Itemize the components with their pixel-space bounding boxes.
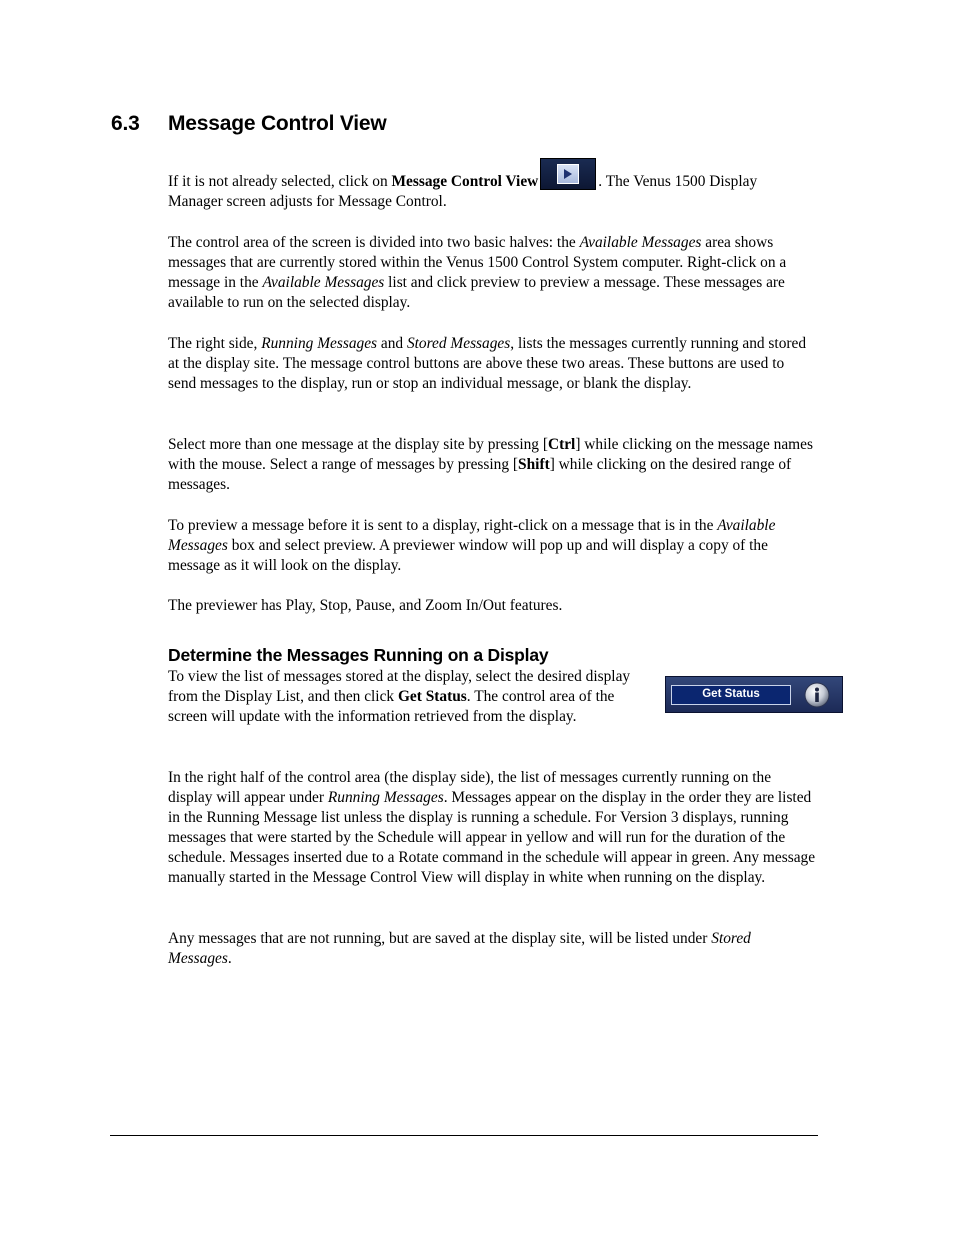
- section-title: Message Control View: [168, 112, 387, 135]
- section-number: 6.3: [111, 112, 140, 135]
- intro-paragraph-3: [168, 334, 816, 394]
- italic-text: Available Messages: [168, 517, 776, 555]
- message-control-view-button[interactable]: [540, 158, 596, 190]
- italic-text: Stored Messages: [406, 335, 511, 352]
- text-run: To preview a message before it is sent to a display, right-click on a message that is in the: [168, 517, 718, 534]
- text-run: box and select preview. A previewer window will pop up and will display a copy of the message as it will look on the display.: [168, 537, 768, 575]
- italic-text: Running Messages: [261, 335, 378, 352]
- italic-text: Stored Messages: [168, 930, 751, 968]
- text-run: and: [377, 335, 407, 352]
- text-run: If it is not already selected, click on: [168, 173, 392, 190]
- intro-paragraph-5: [168, 516, 816, 576]
- get-status-button[interactable]: Get Status: [671, 685, 791, 705]
- text-run: , lists the messages currently running and stored at the display site. The message control buttons are above these two areas. These buttons are used to send messages to the display, run or stop an individual message, or blank the display.: [168, 335, 807, 393]
- text-run: To view the list of messages stored at the display, select the desired display from the Display List, and then click: [168, 668, 631, 706]
- bold-text: Shift: [518, 456, 550, 474]
- subsection-heading: Determine the Messages Running on a Display: [168, 645, 549, 665]
- play-icon: [557, 164, 579, 184]
- section-heading: [111, 112, 387, 136]
- text-run: . Messages appear on the display in the order they are listed in the Running Message list unless the display is running a schedule. For Version 3 displays, running messages that were started by the Schedule will appear in yellow and will run for the duration of the schedule. Messages inserted due to a Rotate command in the schedule will appear in green. Any message manually started in the Message Control View will display in white when running on the display.: [168, 789, 816, 887]
- bold-text: Ctrl: [547, 436, 576, 453]
- italic-text: Available Messages: [579, 234, 702, 251]
- bold-text: Message Control View: [391, 173, 539, 190]
- text-run: Select more than one message at the display site by pressing [: [168, 436, 548, 453]
- intro-paragraph-1: [168, 172, 816, 212]
- italic-text: Running Messages: [327, 789, 444, 807]
- intro-paragraph-2: [168, 233, 816, 313]
- text-run: ] while clicking on the message names with the mouse. Select a range of messages by pressing [: [168, 436, 813, 474]
- subsection-paragraph-2: [168, 768, 816, 889]
- footer-rule: [110, 1135, 818, 1136]
- text-run: .: [227, 950, 232, 968]
- text-run: area shows messages that are currently stored within the Venus 1500 Control System computer. Right-click on a message in the: [168, 234, 787, 292]
- text-run: The right side,: [168, 335, 262, 352]
- bold-text: Get Status: [397, 688, 467, 706]
- italic-text: Available Messages: [262, 274, 385, 292]
- text-run: Any messages that are not running, but are saved at the display site, will be listed under: [168, 930, 712, 947]
- text-run: The control area of the screen is divided into two basic halves: the: [168, 234, 580, 251]
- text-run: ] while clicking on the desired range of messages.: [168, 456, 792, 494]
- info-icon[interactable]: [804, 682, 830, 708]
- get-status-toolbar: [665, 676, 843, 713]
- intro-paragraph-4: [168, 435, 816, 495]
- text-run: In the right half of the control area (the display side), the list of messages currently running on the display will appear under: [168, 769, 772, 807]
- text-run: . The Venus 1500 Display: [598, 173, 758, 190]
- text-run: list and click preview to preview a message. These messages are available to run on the selected display.: [168, 274, 785, 312]
- subsection-paragraph-3: [168, 929, 816, 969]
- text-run: . The control area of the screen will update with the information retrieved from the display.: [168, 688, 615, 726]
- intro-paragraph-6: The previewer has Play, Stop, Pause, and Zoom In/Out features.: [168, 597, 563, 614]
- subsection-paragraph-1: [168, 667, 653, 727]
- text-run: Manager screen adjusts for Message Control.: [168, 193, 447, 211]
